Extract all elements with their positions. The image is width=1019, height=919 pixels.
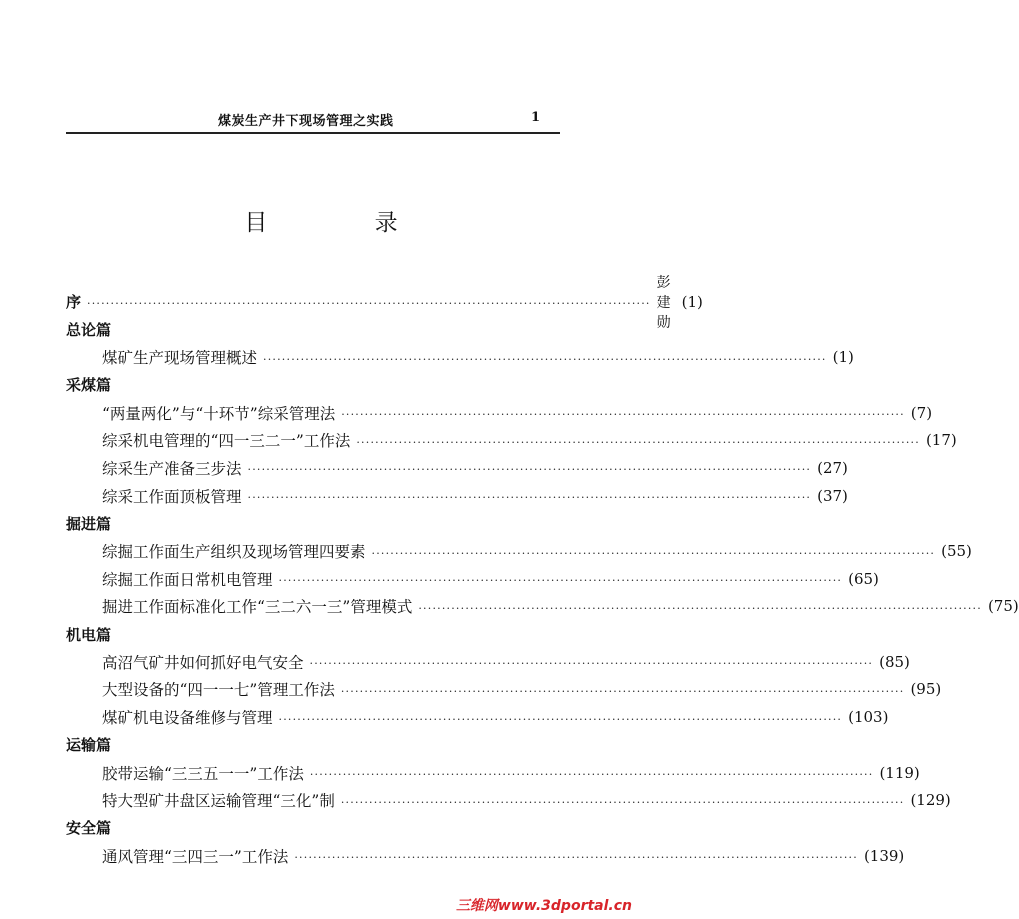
watermark: 三维网www.3dportal.cn: [455, 898, 632, 914]
toc-entry[interactable]: [66, 343, 854, 371]
section-title: 掘进篇: [66, 514, 112, 533]
toc-entry[interactable]: [66, 842, 905, 870]
toc-section-heading: [66, 814, 560, 842]
running-header: [66, 108, 560, 134]
entry-title: 综掘工作面生产组织及现场管理四要素: [102, 543, 366, 562]
dot-leader: ························································································································: [247, 491, 812, 505]
dot-leader: ························································································································: [418, 601, 982, 615]
toc-entry[interactable]: [66, 786, 951, 814]
section-title: 采煤篇: [66, 376, 112, 395]
toc-heading: 目 录: [244, 210, 448, 236]
page-number: (65): [848, 569, 879, 588]
toc-entry[interactable]: [66, 676, 942, 704]
dot-leader: ························································································································: [247, 463, 812, 477]
page-number: (37): [817, 486, 848, 505]
toc-entry[interactable]: [66, 537, 972, 565]
entry-title: 大型设备的“四一一七”管理工作法: [102, 681, 335, 700]
entry-title: 掘进工作面标准化工作“三二六一三”管理模式: [102, 598, 413, 617]
dot-leader: ························································································································: [87, 297, 651, 311]
entry-title: “两量两化”与“十环节”综采管理法: [102, 404, 336, 423]
entry-title: 综采生产准备三步法: [102, 459, 242, 478]
page-number: (7): [910, 403, 933, 422]
table-of-contents: [66, 274, 1019, 869]
toc-entry[interactable]: [66, 593, 1019, 621]
toc-entry[interactable]: [66, 399, 933, 427]
page-number: (129): [910, 791, 951, 810]
page-number: (85): [879, 652, 910, 671]
entry-title: 综采机电管理的“四一三二一”工作法: [102, 432, 351, 451]
toc-entry[interactable]: [66, 703, 889, 731]
preface-label: 序: [66, 293, 82, 312]
page-number: (139): [863, 846, 905, 865]
entry-title: 煤矿生产现场管理概述: [102, 349, 258, 368]
page-number: (75): [987, 597, 1019, 616]
page-number: (1): [832, 348, 854, 367]
toc-section-heading: [66, 510, 560, 538]
dot-leader: ························································································································: [294, 851, 858, 865]
dot-leader: ························································································································: [309, 657, 874, 671]
toc-entry[interactable]: [66, 426, 957, 454]
dot-leader: ························································································································: [263, 352, 827, 366]
page-number: (17): [925, 431, 957, 450]
page-number: (55): [941, 542, 972, 561]
toc-section-heading: [66, 371, 560, 399]
section-title: 运输篇: [66, 736, 112, 755]
toc-section-heading: [66, 731, 560, 759]
dot-leader: ························································································································: [278, 574, 843, 588]
page-number: (103): [848, 708, 889, 727]
page-number: (95): [910, 680, 942, 699]
toc-section-heading: [66, 620, 560, 648]
entry-title: 胶带运输“三三五一一”工作法: [102, 764, 304, 783]
section-title: 安全篇: [66, 819, 112, 838]
entry-title: 煤矿机电设备维修与管理: [102, 709, 273, 728]
entry-title: 综掘工作面日常机电管理: [102, 570, 273, 589]
toc-entry[interactable]: [66, 759, 920, 787]
section-title: 机电篇: [66, 625, 112, 644]
toc-entry[interactable]: [66, 482, 848, 510]
entry-title: 高沼气矿井如何抓好电气安全: [102, 653, 304, 672]
section-title: 总论篇: [66, 321, 112, 340]
dot-leader: ························································································································: [371, 546, 936, 560]
book-title: 煤炭生产井下现场管理之实践: [218, 114, 394, 129]
dot-leader: ························································································································: [309, 768, 874, 782]
dot-leader: ························································································································: [341, 408, 905, 422]
page-number: (27): [817, 458, 848, 477]
dot-leader: ························································································································: [340, 795, 905, 809]
toc-section-heading: [66, 316, 560, 344]
entry-title: 特大型矿井盘区运输管理“三化”制: [102, 792, 335, 811]
dot-leader: ························································································································: [278, 712, 843, 726]
page-number: (119): [879, 763, 920, 782]
dot-leader: ························································································································: [356, 435, 920, 449]
page-number: (1): [681, 292, 703, 311]
entry-title: 综采工作面顶板管理: [102, 487, 242, 506]
dot-leader: ························································································································: [340, 684, 905, 698]
preface-author: 彭建勋: [656, 274, 674, 331]
toc-entry[interactable]: [66, 565, 879, 593]
entry-title: 通风管理“三四三一”工作法: [102, 847, 289, 866]
toc-entry[interactable]: [66, 454, 848, 482]
toc-entry[interactable]: [66, 648, 910, 676]
header-page-number: 1: [530, 110, 540, 125]
